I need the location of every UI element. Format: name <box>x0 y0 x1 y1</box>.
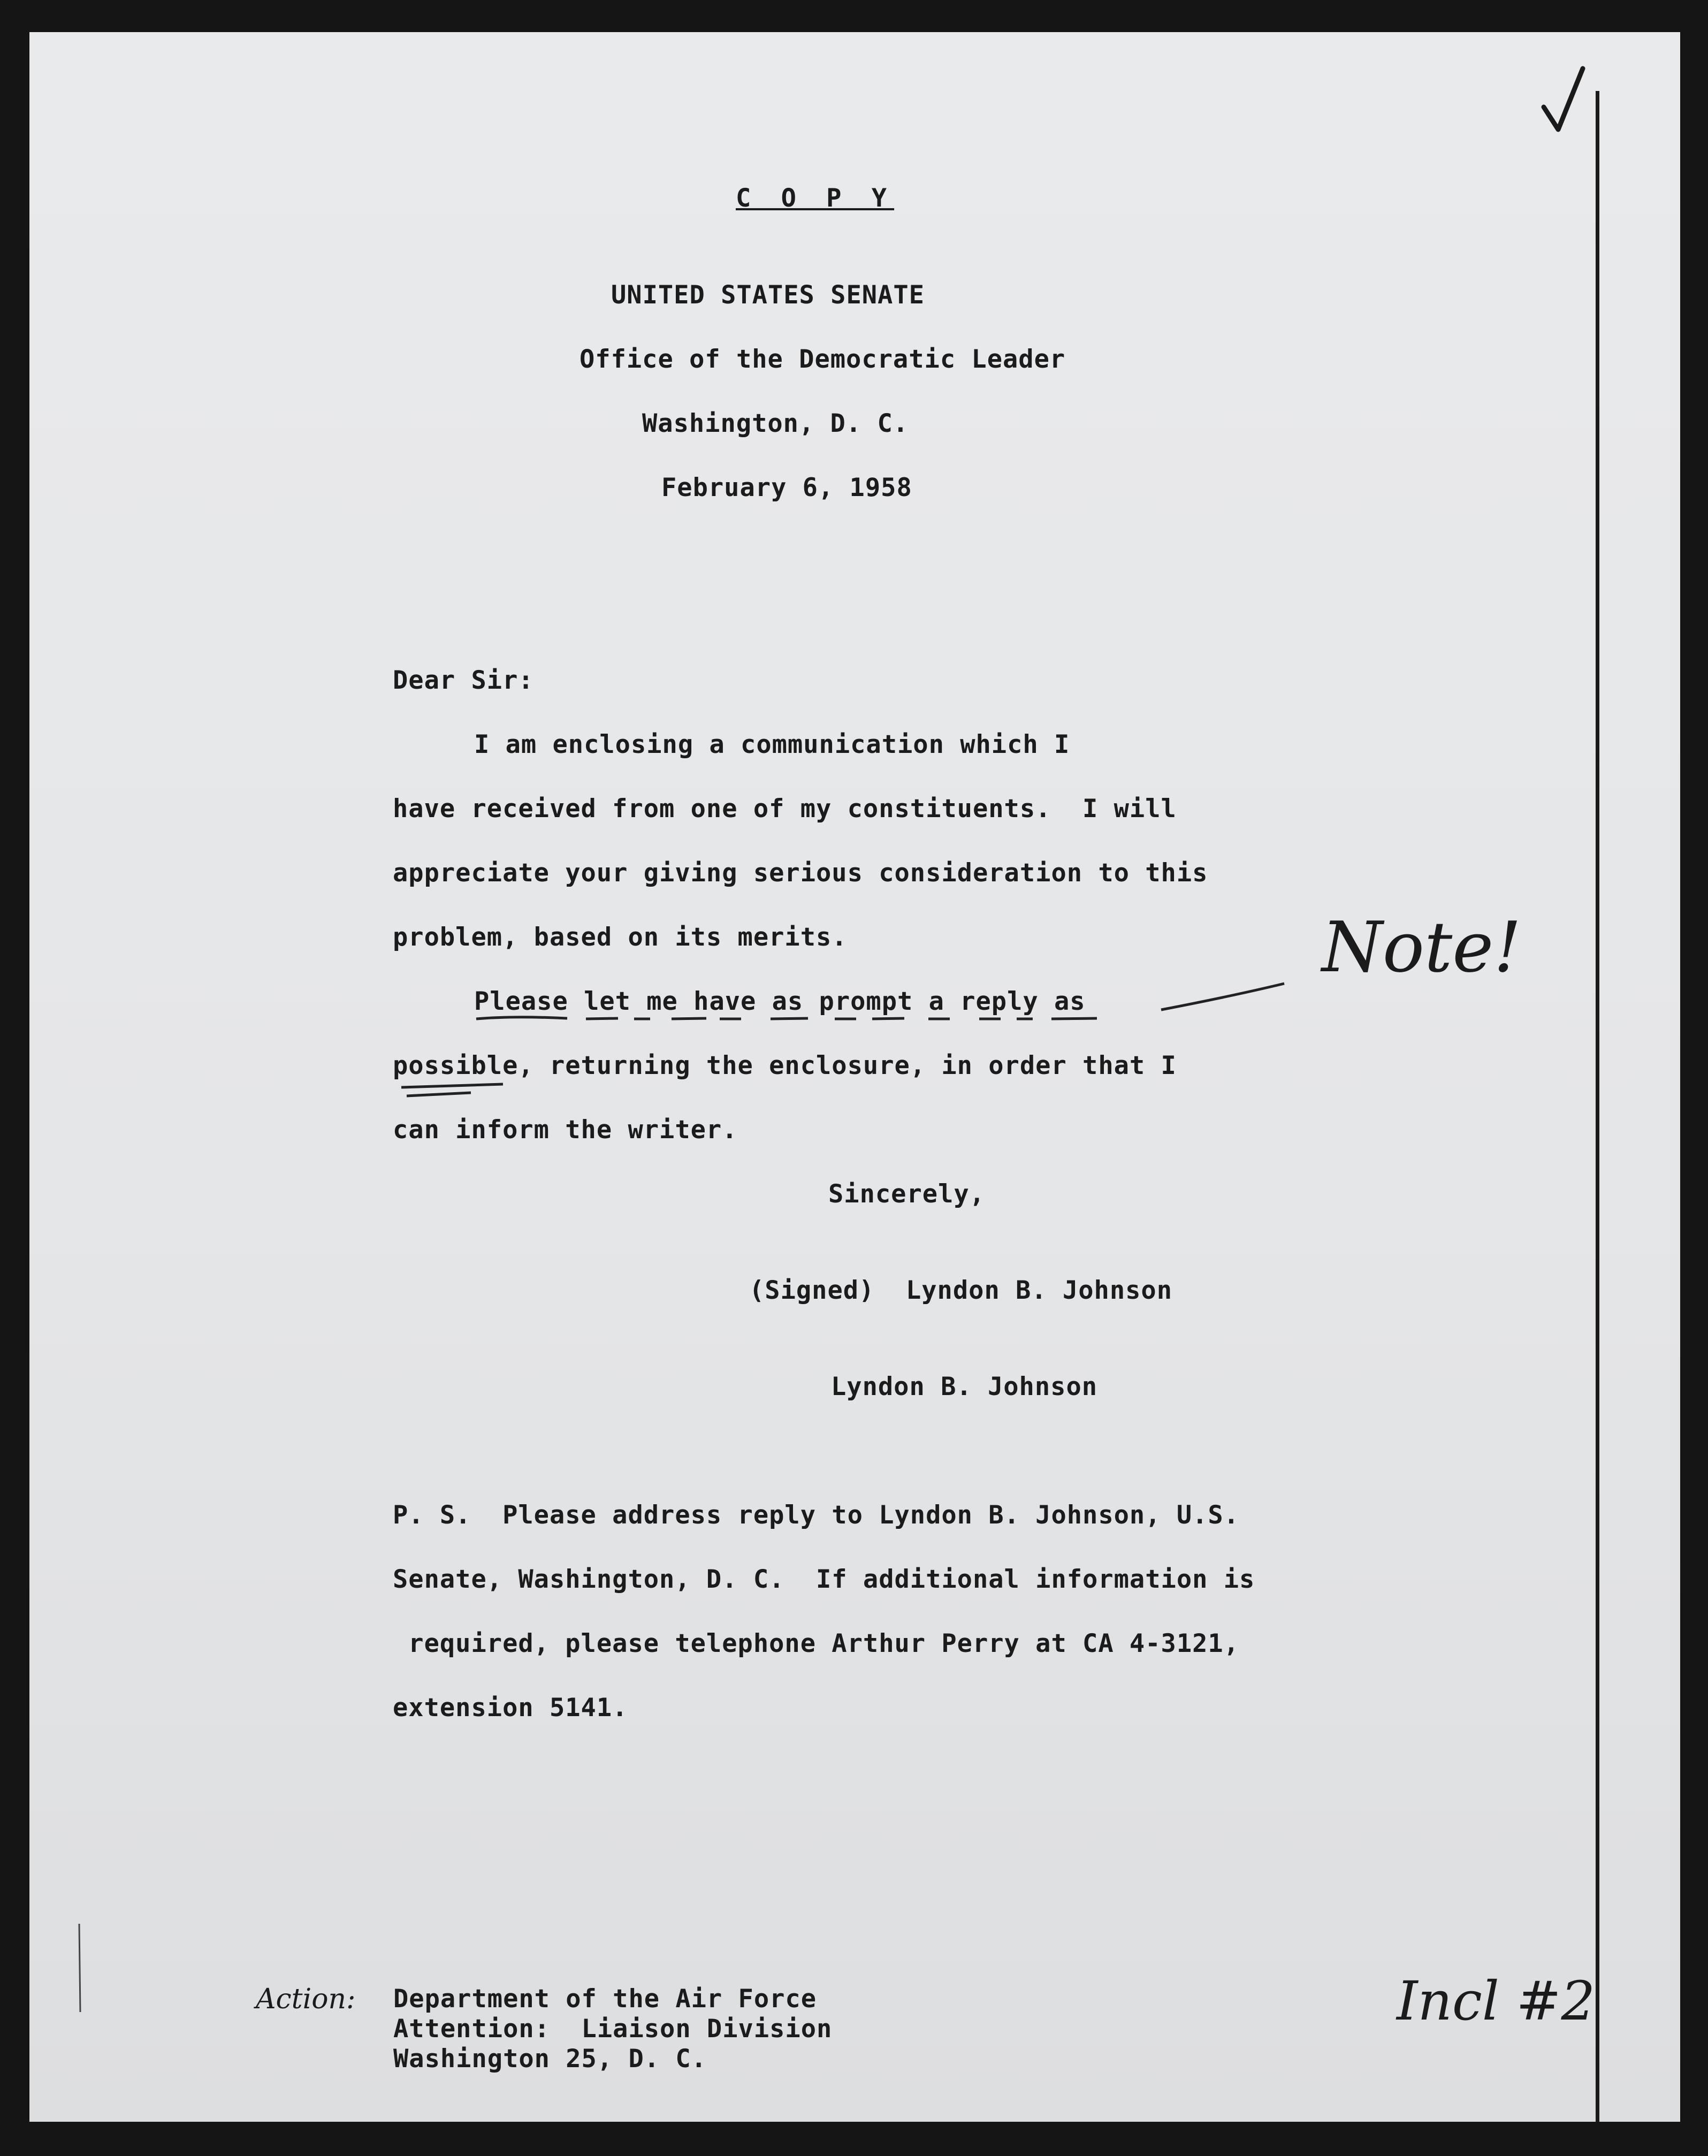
page-right-edge-rule <box>1596 91 1599 2122</box>
postscript-line-3: required, please telephone Arthur Perry at CA 4-3121, <box>393 1629 1240 1658</box>
body-line-2: have received from one of my constituents. I will <box>393 794 1177 824</box>
signed-line: (Signed) Lyndon B. Johnson <box>749 1276 1173 1305</box>
letterhead-city: Washington, D. C. <box>642 409 909 438</box>
body-line-5: Please let me have as prompt a reply as <box>474 987 1086 1016</box>
action-label: Action: <box>256 1983 356 2015</box>
inclosure-mark: Incl #2 <box>1397 1970 1596 2032</box>
copy-heading: C O P Y <box>736 184 895 213</box>
body-line-4: problem, based on its merits. <box>393 923 848 952</box>
letterhead-office: Office of the Democratic Leader <box>580 345 1066 374</box>
action-line-3: Washington 25, D. C. <box>393 2044 707 2074</box>
postscript-line-4: extension 5141. <box>393 1693 628 1723</box>
body-line-7: can inform the writer. <box>393 1115 738 1145</box>
letter-date: February 6, 1958 <box>661 473 912 502</box>
typed-signature-name: Lyndon B. Johnson <box>831 1372 1098 1401</box>
letterhead-senate: UNITED STATES SENATE <box>611 280 925 310</box>
body-line-1: I am enclosing a communication which I <box>474 730 1070 759</box>
body-line-3: appreciate your giving serious consideration to this <box>393 858 1208 888</box>
margin-note: Note! <box>1322 906 1522 988</box>
postscript-line-1: P. S. Please address reply to Lyndon B. Johnson, U.S. <box>393 1500 1240 1530</box>
salutation: Dear Sir: <box>393 666 534 695</box>
closing: Sincerely, <box>828 1179 985 1209</box>
action-line-2: Attention: Liaison Division <box>393 2014 833 2044</box>
body-line-6: possible, returning the enclosure, in order that I <box>393 1051 1177 1080</box>
postscript-line-2: Senate, Washington, D. C. If additional information is <box>393 1565 1255 1594</box>
action-line-1: Department of the Air Force <box>393 1984 817 2014</box>
